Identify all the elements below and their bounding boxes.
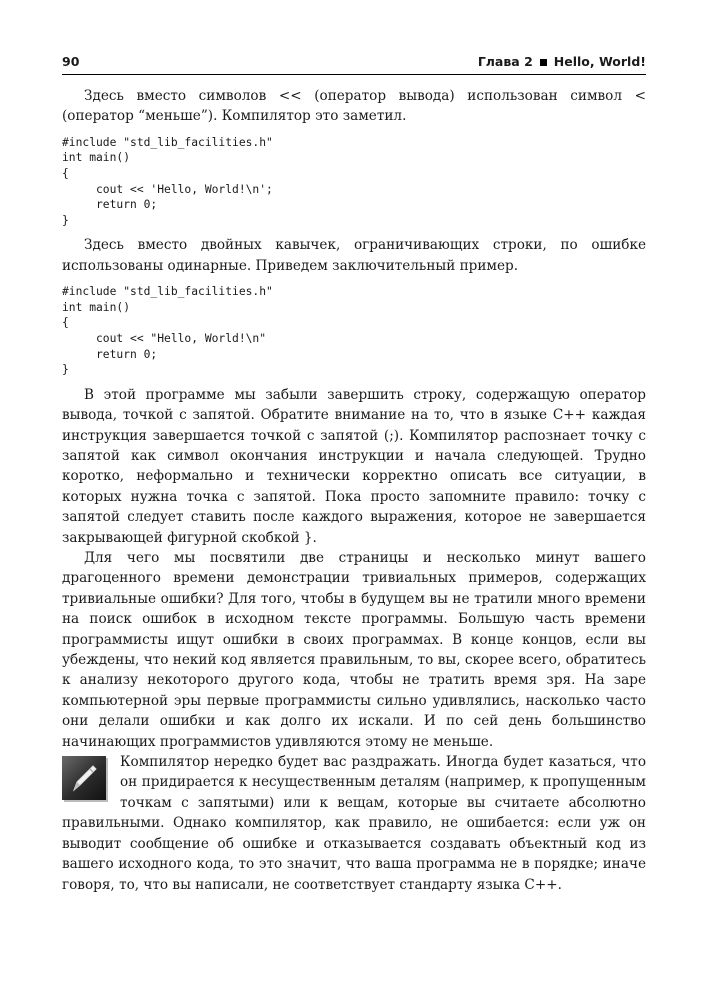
square-separator-icon [540,59,547,66]
note-block [62,752,646,895]
paragraph: Здесь вместо символов << (оператор вывода) использован символ < (оператор “меньше”). Компилятор это заметил. [62,88,646,125]
page-number: 90 [62,54,80,69]
code-block: #include "std_lib_facilities.h" int main() { cout << "Hello, World!\n" return 0; } [62,285,273,377]
running-header [62,54,646,75]
pencil-note-icon [62,756,106,800]
note-text: Компилятор нередко будет вас раздражать. Иногда будет казаться, что он придирается к несущественным деталям (например, к пропущенным точкам с запятыми) или к вещам, которые вы считаете абсолютно правильными. Однако компилятор, как правило, не ошибается: если уж он выводит сообщение об ошибке и отказывается создавать объектный код из вашего исходного кода, то это значит, что ваша программа не в порядке; иначе говоря, то, что вы написали, не соответствует стандарту языка C++. [62,754,646,893]
chapter-label: Глава 2 [477,54,533,69]
paragraph: Для чего мы посвятили две страницы и несколько минут вашего драгоценного времени демонстрации тривиальных примеров, содержащих тривиальные ошибки? Для того, чтобы в будущем вы не тратили много времени на поиск ошибок в исходном тексте программы. Большую часть времени программисты ищут ошибки в своих программах. В конце концов, если вы убеждены, что некий код является правильным, то вы, скорее всего, обратитесь к анализу некоторого другого кода, чтобы не тратить время зря. На заре компьютерной эры первые программисты сильно удивлялись, насколько часто они делали ошибки и как долго их искали. И по сей день большинство начинающих программистов удивляются этому не меньше. [62,550,646,750]
paragraph: Здесь вместо двойных кавычек, ограничивающих строки, по ошибке использованы одинарные. Приведем заключительный пример. [62,237,646,274]
paragraph: В этой программе мы забыли завершить строку, содержащую оператор вывода, точкой с запятой. Обратите внимание на то, что в языке C++ каждая инструкция завершается точкой с запятой (;). Компилятор распознает точку с запятой как символ окончания инструкции и начала следующей. Трудно коротко, неформально и технически корректно описать все ситуации, в которых нужна точка с запятой. Пока просто запомните правило: точку с запятой следует ставить после каждого выражения, которое не завершается закрывающей фигурной скобкой }. [62,386,646,546]
code-block: #include "std_lib_facilities.h" int main() { cout << 'Hello, World!\n'; return 0; } [62,135,273,227]
chapter-title: Hello, World! [553,54,646,69]
page-body [62,86,646,895]
chapter-heading [478,54,646,69]
